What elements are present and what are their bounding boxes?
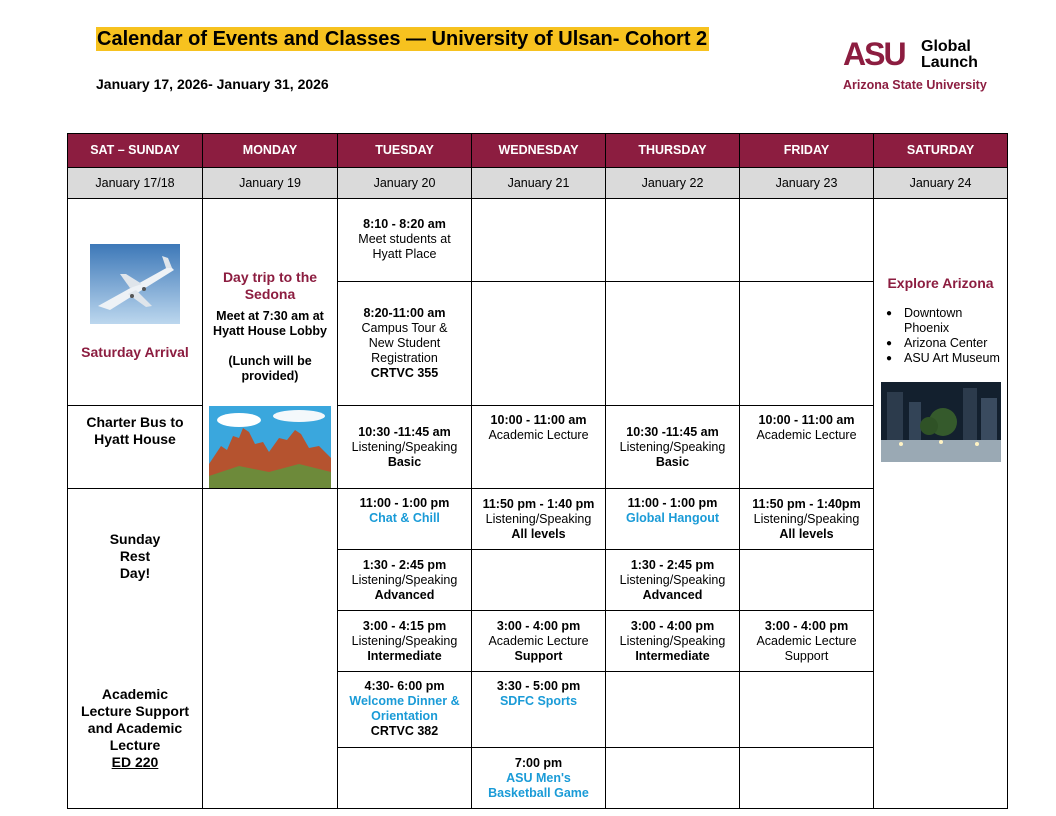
date-cell: January 23 xyxy=(740,168,874,199)
tuesday-meet-students: 8:10 - 8:20 am Meet students at Hyatt Place xyxy=(338,199,472,282)
date-row xyxy=(68,168,1008,199)
wednesday-academic-lecture: 10:00 - 11:00 am Academic Lecture xyxy=(472,406,606,489)
list-item: ● ASU Art Museum xyxy=(884,351,1007,366)
day-header: WEDNESDAY xyxy=(472,134,606,168)
phoenix-night-plaza-photo-icon xyxy=(881,382,1001,462)
schedule-row xyxy=(68,199,1008,282)
sedona-red-rocks-photo-icon xyxy=(209,406,331,488)
friday-listening-all: 11:50 pm - 1:40pm Listening/Speaking All levels xyxy=(740,489,874,550)
sunday-rest-label: Sunday Rest Day! xyxy=(109,531,161,581)
thursday-empty-slot xyxy=(606,748,740,809)
friday-empty-slot xyxy=(740,281,874,406)
wednesday-listening-all: 11:50 pm - 1:40 pm Listening/Speaking All levels xyxy=(472,489,606,550)
list-item: ● Arizona Center xyxy=(884,336,1007,351)
day-header: THURSDAY xyxy=(606,134,740,168)
friday-academic-lecture: 10:00 - 11:00 am Academic Lecture xyxy=(740,406,874,489)
day-header: SATURDAY xyxy=(874,134,1008,168)
wednesday-empty-slot xyxy=(472,281,606,406)
tuesday-chat-chill: 11:00 - 1:00 pm Chat & Chill xyxy=(338,489,472,550)
thursday-listening-intermediate: 3:00 - 4:00 pm Listening/Speaking Intermediate xyxy=(606,611,740,672)
explore-arizona-title: Explore Arizona xyxy=(887,275,994,291)
sedona-meet-info: Meet at 7:30 am at Hyatt House Lobby xyxy=(213,309,327,338)
airplane-photo-icon xyxy=(90,244,180,324)
asu-logo-mark: ASU xyxy=(843,36,905,72)
friday-empty-slot xyxy=(740,199,874,282)
thursday-empty-slot xyxy=(606,672,740,748)
wednesday-empty-slot xyxy=(472,199,606,282)
saturday-arrival-cell xyxy=(68,199,203,406)
saturday-explore-cell xyxy=(874,199,1008,809)
date-cell: January 19 xyxy=(203,168,338,199)
date-range: January 17, 2026- January 31, 2026 xyxy=(96,76,329,92)
charter-bus-cell: Charter Bus to Hyatt House xyxy=(68,406,203,489)
wednesday-sdfc-sports: 3:30 - 5:00 pm SDFC Sports xyxy=(472,672,606,748)
day-header-row xyxy=(68,134,1008,168)
wednesday-lecture-support: 3:00 - 4:00 pm Academic Lecture Support xyxy=(472,611,606,672)
thursday-empty-slot xyxy=(606,281,740,406)
date-cell: January 22 xyxy=(606,168,740,199)
support-room: ED 220 xyxy=(111,754,159,770)
calendar-table xyxy=(67,133,1008,809)
monday-empty-slot xyxy=(203,489,338,809)
saturday-arrival-label: Saturday Arrival xyxy=(81,343,189,360)
tuesday-campus-tour: 8:20-11:00 am Campus Tour & New Student Registration CRTVC 355 xyxy=(338,281,472,406)
logo-global-launch-text: Global Launch xyxy=(921,38,978,71)
friday-empty-slot xyxy=(740,672,874,748)
document-title: Calendar of Events and Classes — University of Ulsan- Cohort 2 xyxy=(97,28,708,50)
day-header: FRIDAY xyxy=(740,134,874,168)
friday-empty-slot xyxy=(740,550,874,611)
friday-lecture-support: 3:00 - 4:00 pm Academic Lecture Support xyxy=(740,611,874,672)
asu-global-launch-logo xyxy=(843,38,1003,94)
day-header: TUESDAY xyxy=(338,134,472,168)
date-cell: January 17/18 xyxy=(68,168,203,199)
monday-trip-cell xyxy=(203,199,338,489)
day-header: MONDAY xyxy=(203,134,338,168)
sedona-trip-title: Day trip to the Sedona xyxy=(222,269,318,302)
wednesday-empty-slot xyxy=(472,550,606,611)
thursday-global-hangout: 11:00 - 1:00 pm Global Hangout xyxy=(606,489,740,550)
date-cell: January 20 xyxy=(338,168,472,199)
thursday-listening-basic: 10:30 -11:45 am Listening/Speaking Basic xyxy=(606,406,740,489)
tuesday-empty-slot xyxy=(338,748,472,809)
logo-university-name: Arizona State University xyxy=(843,78,987,92)
thursday-empty-slot xyxy=(606,199,740,282)
friday-empty-slot xyxy=(740,748,874,809)
sunday-rest-cell xyxy=(68,489,203,809)
tuesday-listening-intermediate: 3:00 - 4:15 pm Listening/Speaking Intermediate xyxy=(338,611,472,672)
schedule-row xyxy=(68,489,1008,550)
academic-support-block: Academic Lecture Support and Academic Lecture ED 220 xyxy=(68,686,202,771)
tuesday-listening-advanced: 1:30 - 2:45 pm Listening/Speaking Advanced xyxy=(338,550,472,611)
date-cell: January 24 xyxy=(874,168,1008,199)
sedona-lunch-note: (Lunch will be provided) xyxy=(228,354,312,383)
tuesday-welcome-dinner: 4:30- 6:00 pm Welcome Dinner & Orientation CRTVC 382 xyxy=(338,672,472,748)
day-header: SAT – SUNDAY xyxy=(68,134,203,168)
tuesday-listening-basic: 10:30 -11:45 am Listening/Speaking Basic xyxy=(338,406,472,489)
explore-places-list xyxy=(884,306,1007,366)
thursday-listening-advanced: 1:30 - 2:45 pm Listening/Speaking Advanced xyxy=(606,550,740,611)
date-cell: January 21 xyxy=(472,168,606,199)
wednesday-basketball-game: 7:00 pm ASU Men's Basketball Game xyxy=(472,748,606,809)
list-item: ● Downtown Phoenix xyxy=(884,306,1007,336)
